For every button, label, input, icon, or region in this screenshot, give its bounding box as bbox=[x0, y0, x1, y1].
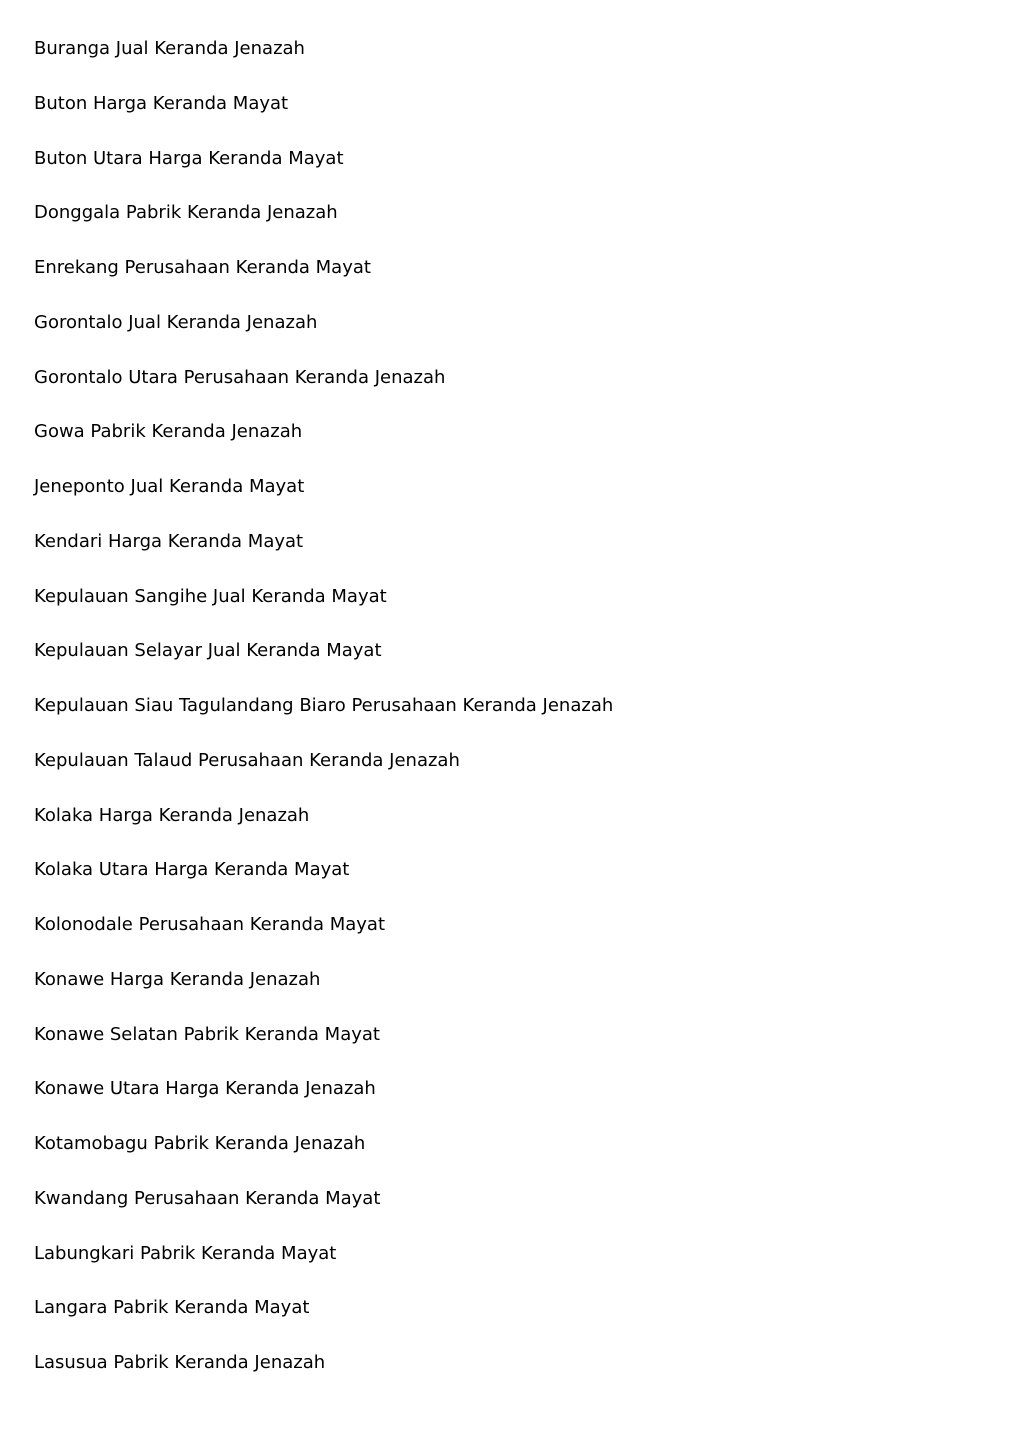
location-list bbox=[34, 37, 613, 1406]
list-item: Kepulauan Talaud Perusahaan Keranda Jenazah bbox=[34, 749, 460, 771]
list-item: Lasusua Pabrik Keranda Jenazah bbox=[34, 1352, 326, 1373]
list-item: Buranga Jual Keranda Jenazah bbox=[34, 38, 305, 59]
list-item: Konawe Harga Keranda Jenazah bbox=[34, 968, 321, 990]
list-item: Buton Harga Keranda Mayat bbox=[34, 92, 289, 114]
list-item: Konawe Selatan Pabrik Keranda Mayat bbox=[34, 1023, 380, 1045]
list-item: Kolonodale Perusahaan Keranda Mayat bbox=[34, 914, 386, 935]
list-item: Jeneponto Jual Keranda Mayat bbox=[34, 476, 305, 497]
list-item: Donggala Pabrik Keranda Jenazah bbox=[34, 202, 338, 224]
list-item: Kotamobagu Pabrik Keranda Jenazah bbox=[34, 1133, 366, 1154]
list-item: Gorontalo Utara Perusahaan Keranda Jenazah bbox=[34, 366, 446, 388]
list-item: Gowa Pabrik Keranda Jenazah bbox=[34, 421, 303, 443]
list-item: Labungkari Pabrik Keranda Mayat bbox=[34, 1242, 337, 1264]
list-item: Kolaka Harga Keranda Jenazah bbox=[34, 804, 310, 826]
list-item: Buton Utara Harga Keranda Mayat bbox=[34, 147, 344, 169]
list-item: Kepulauan Siau Tagulandang Biaro Perusahaan Keranda Jenazah bbox=[34, 695, 614, 716]
list-item: Kendari Harga Keranda Mayat bbox=[34, 530, 304, 552]
list-item: Enrekang Perusahaan Keranda Mayat bbox=[34, 257, 371, 278]
list-item: Langara Pabrik Keranda Mayat bbox=[34, 1297, 310, 1319]
list-item: Kepulauan Selayar Jual Keranda Mayat bbox=[34, 640, 382, 662]
list-item: Konawe Utara Harga Keranda Jenazah bbox=[34, 1078, 376, 1100]
list-item: Gorontalo Jual Keranda Jenazah bbox=[34, 311, 318, 333]
list-item: Kepulauan Sangihe Jual Keranda Mayat bbox=[34, 585, 387, 607]
list-item: Kolaka Utara Harga Keranda Mayat bbox=[34, 859, 350, 881]
list-item: Kwandang Perusahaan Keranda Mayat bbox=[34, 1187, 381, 1209]
